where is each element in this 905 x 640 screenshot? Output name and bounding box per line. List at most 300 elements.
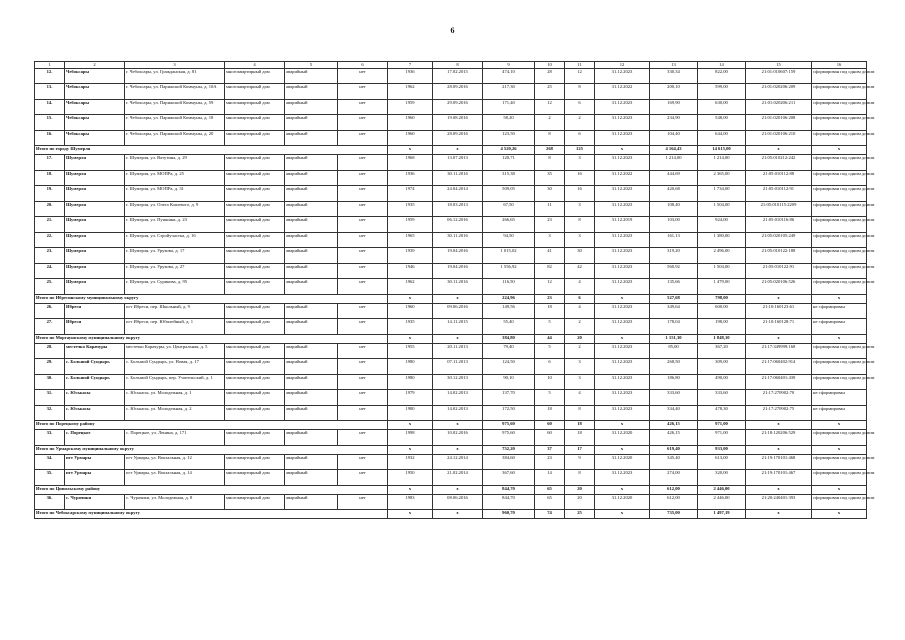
table-cell: 31.12.2023 (595, 470, 650, 486)
table-cell: 12 (535, 279, 565, 295)
table-cell: 137,70 (483, 390, 535, 406)
table-cell: 4 (565, 390, 595, 406)
table-cell: нет (338, 248, 388, 264)
table-cell: 14.11.2015 (433, 319, 483, 335)
table-cell: 13.07.2013 (433, 155, 483, 171)
subtotal-cell: 17 (565, 445, 595, 454)
table-cell: 5 (535, 319, 565, 335)
table-cell: Шумерля (65, 170, 125, 186)
table-cell: 20. (35, 201, 65, 217)
table-cell: с. Большой Сундырь, пер. Учительский, д. 1 (125, 374, 225, 390)
table-row (35, 232, 867, 248)
table-cell: нет (338, 155, 388, 171)
table-cell: 41 (535, 248, 565, 264)
table-cell: многоквартирный дом (225, 263, 285, 279)
table-cell: многоквартирный дом (225, 279, 285, 295)
table-cell: нет (338, 130, 388, 146)
table-cell: Чебоксары (65, 84, 125, 100)
table-cell: 349,64 (650, 303, 698, 319)
table-row (35, 454, 867, 470)
table-cell: 25 (535, 84, 565, 100)
table-cell: не сформирован (812, 319, 867, 335)
table-cell: 234,90 (650, 115, 698, 131)
table-cell: 21. (35, 217, 65, 233)
table-cell: 36. (35, 494, 65, 510)
table-cell: 330,34 (650, 68, 698, 84)
table-cell: 21:19:170101:467 (746, 470, 812, 486)
table-cell: с. Большой Сундырь (65, 374, 125, 390)
table-cell: 426,15 (650, 430, 698, 446)
table-cell: 31.12.2023 (595, 390, 650, 406)
table-cell: г. Чебоксары, ул. Парижской Коммуны, д. 20 (125, 130, 225, 146)
subtotal-cell: х (388, 421, 433, 430)
table-cell: 08.06.2016 (433, 494, 483, 510)
table-cell: аварийный (285, 430, 338, 446)
table-cell: 1959 (388, 217, 433, 233)
subtotal-cell: х (388, 445, 433, 454)
subtotal-cell: 6 (565, 294, 595, 303)
table-cell: 30 (565, 248, 595, 264)
subtotal-cell: 971,00 (698, 421, 746, 430)
table-cell: 1939 (388, 248, 433, 264)
table-cell: 509,05 (483, 186, 535, 202)
table-cell: 21:17:349999:168 (746, 343, 812, 359)
table-cell: нет (338, 263, 388, 279)
table-row (35, 494, 867, 510)
table-cell: 3 (565, 155, 595, 171)
table-cell: 30.11.2016 (433, 232, 483, 248)
subtotal-cell: х (746, 421, 812, 430)
table-cell: 09.06.2016 (433, 303, 483, 319)
table-cell: 178,04 (650, 319, 698, 335)
table-cell: 924,00 (698, 217, 746, 233)
subtotal-cell: 527,68 (650, 294, 698, 303)
table-cell: 06.12.2016 (433, 217, 483, 233)
subtotal-cell: х (746, 445, 812, 454)
subtotal-cell: 975,60 (483, 421, 535, 430)
table-cell: 31.12.2020 (595, 430, 650, 446)
table-cell: 1983 (388, 494, 433, 510)
table-cell: Шумерля (65, 201, 125, 217)
table-cell: 1960 (388, 115, 433, 131)
table-cell: 1 504,00 (698, 263, 746, 279)
subtotal-label: Итого по Порецкому району (35, 421, 388, 430)
subtotal-cell: 612,00 (650, 485, 698, 494)
table-cell: 28. (35, 343, 65, 359)
table-cell: 24. (35, 263, 65, 279)
table-cell: многоквартирный дом (225, 201, 285, 217)
table-cell: 14.02.2013 (433, 390, 483, 406)
table-body (35, 62, 875, 519)
table-cell: 67,50 (483, 201, 535, 217)
table-cell: 1946 (388, 263, 433, 279)
table-cell: 3 (535, 232, 565, 248)
table-cell: многоквартирный дом (225, 217, 285, 233)
subtotal-cell: х (812, 485, 867, 494)
table-cell: 1 015,02 (483, 248, 535, 264)
table-cell: 1960 (388, 130, 433, 146)
table-cell: 22. (35, 232, 65, 248)
table-cell: 30.11.2016 (433, 170, 483, 186)
table-row (35, 248, 867, 264)
table-cell: 21:05:010112:88 (746, 170, 812, 186)
table-cell: 478,30 (698, 405, 746, 421)
table-cell: 198,00 (698, 319, 746, 335)
table-cell: 21.02.2014 (433, 470, 483, 486)
table-cell: 30.12.2013 (433, 374, 483, 390)
table-cell: 12. (35, 68, 65, 84)
table-cell: 31.12.2023 (595, 155, 650, 171)
table-cell: 120,71 (483, 155, 535, 171)
table-cell: многоквартирный дом (225, 170, 285, 186)
table-cell: многоквартирный дом (225, 68, 285, 84)
subtotal-cell: 65 (535, 485, 565, 494)
table-cell: 10.02.2016 (433, 430, 483, 446)
table-cell: 28 (535, 68, 565, 84)
table-cell: 1950 (388, 470, 433, 486)
table-cell: 16. (35, 130, 65, 146)
table-cell: нет (338, 390, 388, 406)
subtotal-cell: 1 848,10 (698, 334, 746, 343)
table-cell: нет (338, 170, 388, 186)
table-cell: 333,60 (650, 390, 698, 406)
table-cell: Шумерля (65, 232, 125, 248)
table-cell: 32. (35, 405, 65, 421)
table-cell: 4 (565, 279, 595, 295)
housing-register-table (34, 61, 875, 519)
subtotal-cell: 426,15 (650, 421, 698, 430)
table-cell: 320,00 (698, 470, 746, 486)
table-cell: г. Шумерля, ул. Олега Кошевого, д. 9 (125, 201, 225, 217)
subtotal-cell: 735,00 (650, 510, 698, 519)
table-cell: 612,00 (650, 494, 698, 510)
table-cell: нет (338, 454, 388, 470)
table-cell: 21:01:020206:209 (746, 84, 812, 100)
table-cell: 169,90 (650, 99, 698, 115)
table-row (35, 279, 867, 295)
table-cell: многоквартирный дом (225, 405, 285, 421)
table-cell: 490,00 (698, 374, 746, 390)
table-cell: 8 (565, 405, 595, 421)
subtotal-cell: х (433, 510, 483, 519)
table-cell: 33. (35, 430, 65, 446)
table-row (35, 303, 867, 319)
table-cell: 8 (535, 130, 565, 146)
table-cell: сформирован под одним домом (812, 99, 867, 115)
table-cell: 444,69 (650, 170, 698, 186)
table-cell: с. Юськасы, ул. Молодежная, д. 2 (125, 405, 225, 421)
table-cell: 1968 (388, 155, 433, 171)
table-cell: 367,20 (698, 343, 746, 359)
table-cell: многоквартирный дом (225, 454, 285, 470)
subtotal-cell: 74 (535, 510, 565, 519)
table-cell: 21:05:010112:91 (746, 186, 812, 202)
subtotal-cell: 20 (565, 485, 595, 494)
table-cell: 34. (35, 454, 65, 470)
table-cell: многоквартирный дом (225, 319, 285, 335)
table-cell: многоквартирный дом (225, 115, 285, 131)
subtotal-cell: 14 615,00 (698, 146, 746, 155)
table-cell: г. Шумерля, ул. Пушкина, д. 23 (125, 217, 225, 233)
subtotal-cell: 18 (565, 421, 595, 430)
table-cell: с. Юськасы (65, 405, 125, 421)
subtotal-cell: 2 446,00 (698, 485, 746, 494)
table-cell: г. Шумерля, ул. Стройучастка, д. 16 (125, 232, 225, 248)
subtotal-cell: 384,80 (483, 334, 535, 343)
table-cell: 822,00 (698, 68, 746, 84)
table-cell: 1959 (388, 99, 433, 115)
column-number: 13 (650, 62, 698, 69)
table-cell: аварийный (285, 186, 338, 202)
table-cell: 25. (35, 279, 65, 295)
table-cell: 1932 (388, 454, 433, 470)
table-cell: 21:10:160128:71 (746, 319, 812, 335)
table-cell: сформирован под одним домом (812, 359, 867, 375)
table-cell: 1 380,00 (698, 232, 746, 248)
subtotal-label: Итого по Урмарскому муниципальному округу (35, 445, 388, 454)
table-cell: сформирован под одним домом (812, 232, 867, 248)
subtotal-cell: 619,40 (650, 445, 698, 454)
table-cell: 31.12.2019 (595, 217, 650, 233)
table-cell: 217,30 (483, 84, 535, 100)
table-cell: 474,10 (483, 68, 535, 84)
table-cell: 268,50 (650, 359, 698, 375)
table-cell: сформирован под одним домом (812, 115, 867, 131)
table-cell: аварийный (285, 248, 338, 264)
table-cell: 26. (35, 303, 65, 319)
subtotal-cell: х (388, 485, 433, 494)
table-cell: 55,40 (483, 319, 535, 335)
table-cell: 31.12.2023 (595, 186, 650, 202)
table-cell: аварийный (285, 232, 338, 248)
table-cell: 20 (565, 494, 595, 510)
table-cell: 18 (535, 405, 565, 421)
table-cell: 31.12.2020 (595, 494, 650, 510)
table-cell: с. Порецкое, ул. Ленина, д. 171 (125, 430, 225, 446)
table-cell: местечко Карачуры (65, 343, 125, 359)
table-cell: сформирован под одним домом (812, 201, 867, 217)
table-cell: 1980 (388, 405, 433, 421)
subtotal-row (35, 421, 867, 430)
subtotal-row (35, 146, 867, 155)
table-cell: г. Чебоксары, ул. Парижской Коммуны, д. 59 (125, 99, 225, 115)
table-cell: с. Большой Сундырь (65, 359, 125, 375)
table-cell: многоквартирный дом (225, 130, 285, 146)
table-cell: 31.12.2023 (595, 303, 650, 319)
table-cell: нет (338, 343, 388, 359)
table-cell: 58,20 (483, 115, 535, 131)
table-cell: 29. (35, 359, 65, 375)
table-cell: 21:18:120206:529 (746, 430, 812, 446)
table-cell: нет (338, 359, 388, 375)
table-cell: многоквартирный дом (225, 494, 285, 510)
table-cell: аварийный (285, 217, 338, 233)
table-cell: 19. (35, 186, 65, 202)
table-cell: 18. (35, 170, 65, 186)
table-cell: 1960 (388, 303, 433, 319)
table-cell: 21:05:020105:249 (746, 232, 812, 248)
table-cell: 31.12.2023 (595, 232, 650, 248)
table-cell: аварийный (285, 470, 338, 486)
table-cell: с. Юськасы, ул. Молодежная, д. 1 (125, 390, 225, 406)
table-cell: 18 (535, 303, 565, 319)
table-cell: 161,13 (650, 232, 698, 248)
table-cell: 31.12.2023 (595, 279, 650, 295)
subtotal-cell: 224,96 (483, 294, 535, 303)
subtotal-cell: х (812, 294, 867, 303)
column-number: 8 (433, 62, 483, 69)
table-cell: 5 (535, 343, 565, 359)
table-cell: 14.02.2013 (433, 405, 483, 421)
table-cell: 333,60 (698, 390, 746, 406)
table-cell: 21:10:160123:61 (746, 303, 812, 319)
table-row (35, 374, 867, 390)
table-cell: с. Большой Сундырь, ул. Новая, д. 17 (125, 359, 225, 375)
table-cell: 21:01:020106:210 (746, 130, 812, 146)
table-cell: Ибреси (65, 303, 125, 319)
table-cell: 971,00 (698, 430, 746, 446)
table-cell: многоквартирный дом (225, 303, 285, 319)
table-cell: 1962 (388, 84, 433, 100)
table-cell: 334,40 (650, 405, 698, 421)
table-row (35, 68, 867, 84)
subtotal-cell: 20 (565, 334, 595, 343)
subtotal-label: Итого по Чебоксарскому муниципальному округу (35, 510, 388, 519)
table-cell: 30. (35, 374, 65, 390)
table-cell: 309,00 (698, 359, 746, 375)
table-cell: 266,65 (483, 217, 535, 233)
subtotal-cell: х (388, 510, 433, 519)
subtotal-cell: х (595, 146, 650, 155)
table-cell: сформирован под одним домом (812, 470, 867, 486)
subtotal-cell: 4 164,43 (650, 146, 698, 155)
table-cell: 21:05:010122:188 (746, 248, 812, 264)
table-cell: 135,66 (650, 279, 698, 295)
table-cell: пгт Урмары (65, 454, 125, 470)
subtotal-cell: х (746, 334, 812, 343)
table-cell: сформирован под одним домом (812, 279, 867, 295)
column-number: 3 (125, 62, 225, 69)
table-cell: г. Чебоксары, ул. Парижской Коммуны, д. 10А (125, 84, 225, 100)
table-cell: 79,40 (483, 343, 535, 359)
table-row (35, 84, 867, 100)
table-cell: 124,50 (483, 359, 535, 375)
table-cell: 5 (535, 390, 565, 406)
table-cell: 8 (535, 155, 565, 171)
table-cell: 384,60 (483, 454, 535, 470)
subtotal-cell: х (812, 334, 867, 343)
table-cell: не сформирован (812, 405, 867, 421)
table-cell: Шумерля (65, 155, 125, 171)
table-cell: многоквартирный дом (225, 343, 285, 359)
table-cell: 90,10 (483, 374, 535, 390)
table-cell: 18.03.2013 (433, 201, 483, 217)
table-cell: 23 (535, 454, 565, 470)
table-cell: нет (338, 68, 388, 84)
table-row (35, 430, 867, 446)
table-cell: нет (338, 494, 388, 510)
table-cell: аварийный (285, 405, 338, 421)
table-cell: г. Чебоксары, ул. Гражданская, д. 81 (125, 68, 225, 84)
table-row (35, 130, 867, 146)
table-cell: аварийный (285, 359, 338, 375)
column-number: 6 (338, 62, 388, 69)
table-cell: 31.12.2023 (595, 263, 650, 279)
subtotal-cell: х (595, 421, 650, 430)
column-number: 5 (285, 62, 338, 69)
column-number: 1 (35, 62, 65, 69)
table-cell: 600,00 (698, 303, 746, 319)
table-cell: 630,00 (698, 99, 746, 115)
table-cell: многоквартирный дом (225, 470, 285, 486)
subtotal-cell: 798,00 (698, 294, 746, 303)
table-cell: многоквартирный дом (225, 374, 285, 390)
subtotal-cell: х (746, 294, 812, 303)
table-cell: 21:20:240401:393 (746, 494, 812, 510)
subtotal-cell: 23 (535, 294, 565, 303)
table-cell: 13. (35, 84, 65, 100)
table-cell: сформирован под одним домом (812, 248, 867, 264)
table-cell: 21:19:170101:468 (746, 454, 812, 470)
table-cell: 1935 (388, 201, 433, 217)
table-cell: г. Шумерля, ул. Урукова, д. 27 (125, 263, 225, 279)
table-row (35, 319, 867, 335)
subtotal-cell: 268 (535, 146, 565, 155)
table-cell: сформирован под одним домом (812, 454, 867, 470)
table-cell: 3 (565, 359, 595, 375)
table-cell: Чебоксары (65, 115, 125, 131)
subtotal-cell: х (595, 334, 650, 343)
table-cell: 31.12.2022 (595, 84, 650, 100)
table-cell: 60 (535, 430, 565, 446)
table-row (35, 201, 867, 217)
subtotal-row (35, 485, 867, 494)
table-cell: 319,20 (650, 248, 698, 264)
table-cell: 31.12.2023 (595, 343, 650, 359)
table-cell: 27. (35, 319, 65, 335)
table-cell: 31.12.2023 (595, 359, 650, 375)
table-row (35, 99, 867, 115)
table-cell: г. Шумерля, ул. Ватутина, д. 29 (125, 155, 225, 171)
table-cell: нет (338, 430, 388, 446)
table-cell: 30.11.2016 (433, 279, 483, 295)
column-number: 2 (65, 62, 125, 69)
subtotal-cell: х (388, 334, 433, 343)
table-cell: сформирован под одним домом (812, 374, 867, 390)
table-cell: 3 (565, 374, 595, 390)
table-cell: Чебоксары (65, 68, 125, 84)
subtotal-cell: х (433, 485, 483, 494)
table-cell: 104,40 (650, 130, 698, 146)
table-cell: 844,70 (483, 494, 535, 510)
subtotal-cell: х (595, 510, 650, 519)
table-cell: 31.12.2023 (595, 248, 650, 264)
table-cell: Шумерля (65, 279, 125, 295)
table-cell: 21:17:270902:75 (746, 405, 812, 421)
subtotal-row (35, 445, 867, 454)
table-cell: многоквартирный дом (225, 232, 285, 248)
table-cell: 21:17:270902:70 (746, 390, 812, 406)
table-cell: 28.09.2016 (433, 130, 483, 146)
table-cell: 21:05:010212:242 (746, 155, 812, 171)
table-cell: нет (338, 232, 388, 248)
subtotal-cell: х (433, 146, 483, 155)
subtotal-cell: 44 (535, 334, 565, 343)
table-cell: 21:17:060402:914 (746, 359, 812, 375)
table-cell: 31.12.2022 (595, 170, 650, 186)
table-cell: не сформирован (812, 303, 867, 319)
table-cell: пгт Ибреси, пер. Школьный, д. 9 (125, 303, 225, 319)
